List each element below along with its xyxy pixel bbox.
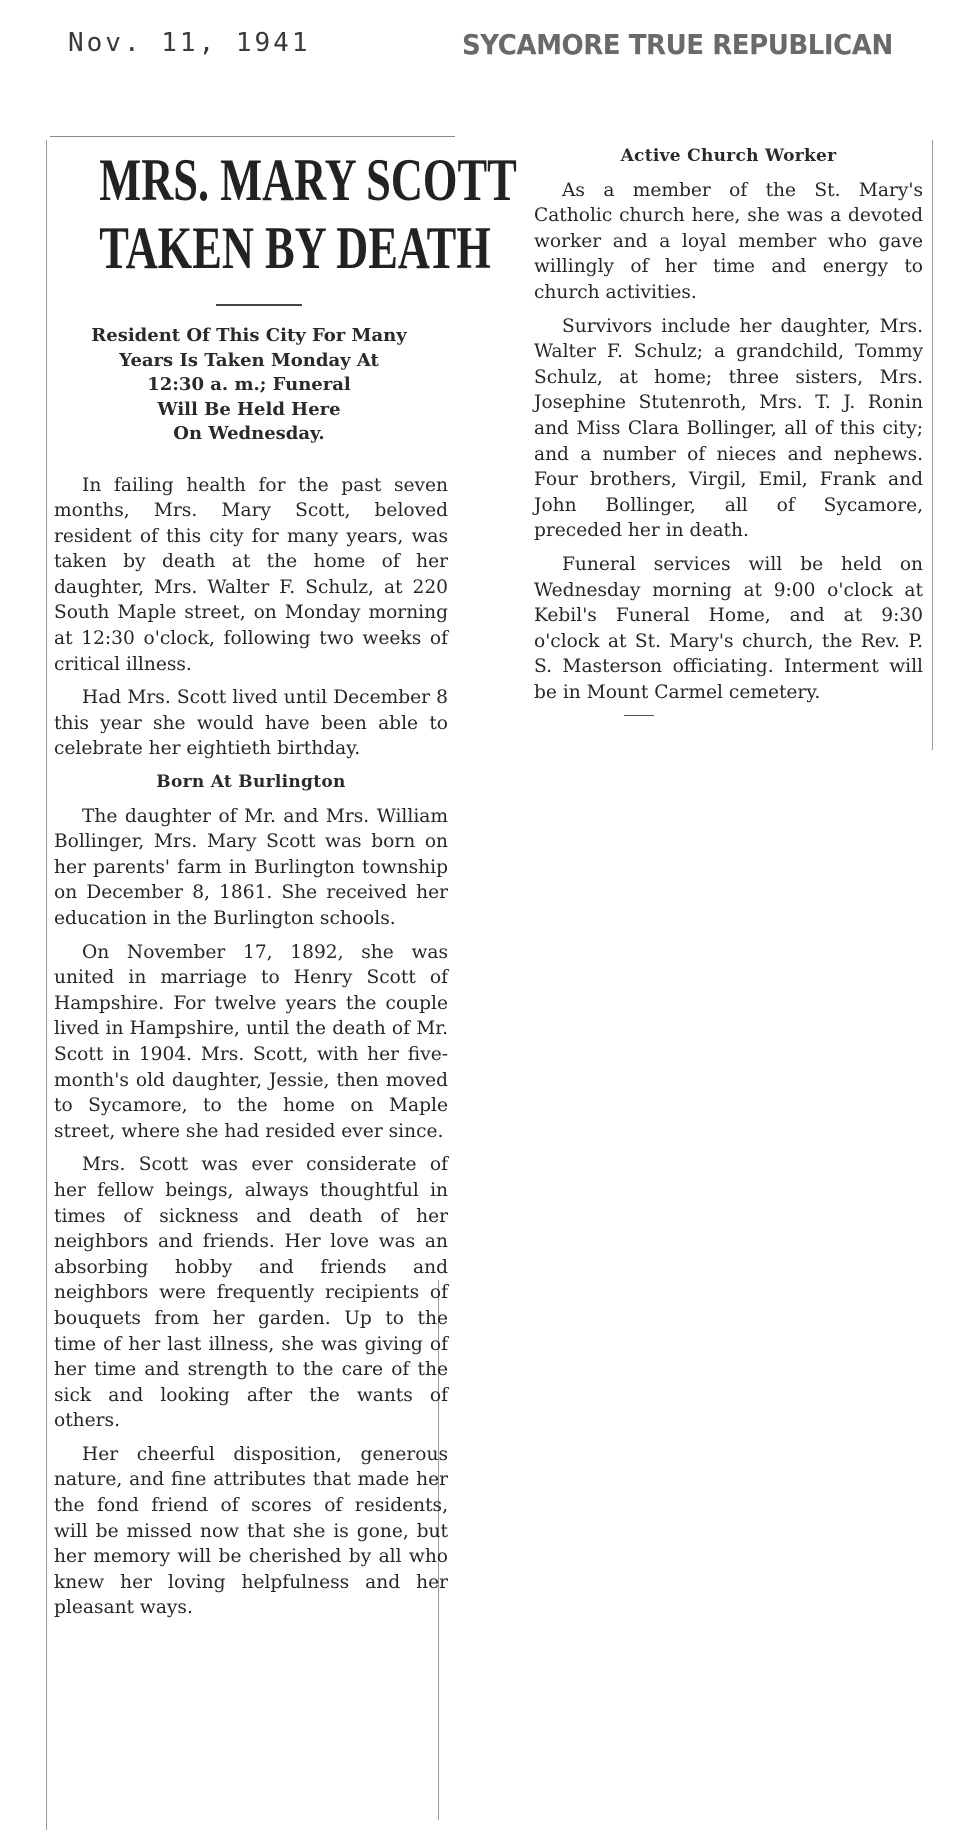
paragraph: Her cheerful disposition, generous nature, and fine attributes that made her the fond friend of scores of residents, will be missed now that she is gone, but her memory will be cherished by all who knew her loving helpfulness and her pleasant ways.: [54, 1443, 448, 1619]
headline: [99, 146, 517, 282]
subhead-born-at-burlington: Born At Burlington: [156, 772, 346, 793]
end-of-article-rule: [624, 715, 654, 716]
paragraph: In failing health for the past seven months, Mrs. Mary Scott, beloved resident of this city for many years, was taken by death at the home of her daughter, Mrs. Walter F. Schulz, at 220 South Maple street, on Monday morning at 12:30 o'clock, following two weeks of critical illness.: [54, 474, 448, 675]
headline-line-2: TAKEN BY DEATH: [99, 215, 491, 281]
clipping-date: Nov. 11, 1941: [68, 28, 311, 58]
paragraph: Funeral services will be held on Wednesday morning at 9:00 o'clock at Kebil's Funeral Home, and at 9:30 o'clock at St. Mary's church, the Rev. P. S. Masterson officiating. Interment will be in Mount Carmel cemetery.: [534, 553, 923, 703]
deck-line-5: On Wednesday.: [173, 423, 325, 444]
article-body-right: [518, 144, 923, 716]
paragraph: On November 17, 1892, she was united in marriage to Henry Scott of Hampshire. For twelve years the couple lived in Hampshire, until the death of Mr. Scott in 1904. Mrs. Scott, with her five-month's old daughter, Jessie, then moved to Sycamore, to the home on Maple street, where she had resided ever since.: [54, 941, 448, 1142]
newspaper-name: SYCAMORE TRUE REPUBLICAN: [462, 28, 893, 61]
right-column-rule: [932, 140, 933, 750]
headline-divider: [216, 304, 302, 306]
article-body-left: [38, 447, 448, 1622]
left-column: [38, 132, 517, 1629]
deck-line-1: Resident Of This City For Many: [91, 325, 407, 346]
paragraph: Had Mrs. Scott lived until December 8 this year she would have been able to celebrate her eightieth birthday.: [54, 687, 448, 760]
deck-line-4: Will Be Held Here: [157, 398, 341, 420]
right-column: [518, 140, 923, 716]
deck-line-2: Years Is Taken Monday At: [119, 349, 379, 371]
paragraph: Mrs. Scott was ever considerate of her fellow beings, always thoughtful in times of sickness and death of her neighbors and friends. Her love was an absorbing hobby and friends and neighbors were frequently recipients of bouquets from her garden. Up to the time of her last illness, she was giving of her time and strength to the care of the sick and looking after the wants of others.: [54, 1154, 448, 1432]
deck-line-3: 12:30 a. m.; Funeral: [147, 374, 351, 395]
paragraph: As a member of the St. Mary's Catholic church here, she was a devoted worker and a loyal member who gave willingly of her time and energy to church activities.: [534, 179, 923, 303]
paragraph: Survivors include her daughter, Mrs. Walter F. Schulz; a grandchild, Tommy Schulz, at home; three sisters, Mrs. Josephine Stutenroth, Mrs. T. J. Ronin and Miss Clara Bollinger, all of this city; and a number of nieces and nephews. Four brothers, Virgil, Emil, Frank and John Bollinger, all of Sycamore, preceded her in death.: [534, 315, 923, 542]
paragraph: The daughter of Mr. and Mrs. William Bollinger, Mrs. Mary Scott was born on her parents' farm in Burlington township on December 8, 1861. She received her education in the Burlington schools.: [54, 805, 448, 929]
headline-line-1: MRS. MARY SCOTT: [99, 147, 517, 213]
deck-subheadline: [38, 324, 448, 447]
subhead-active-church-worker: Active Church Worker: [620, 146, 837, 166]
